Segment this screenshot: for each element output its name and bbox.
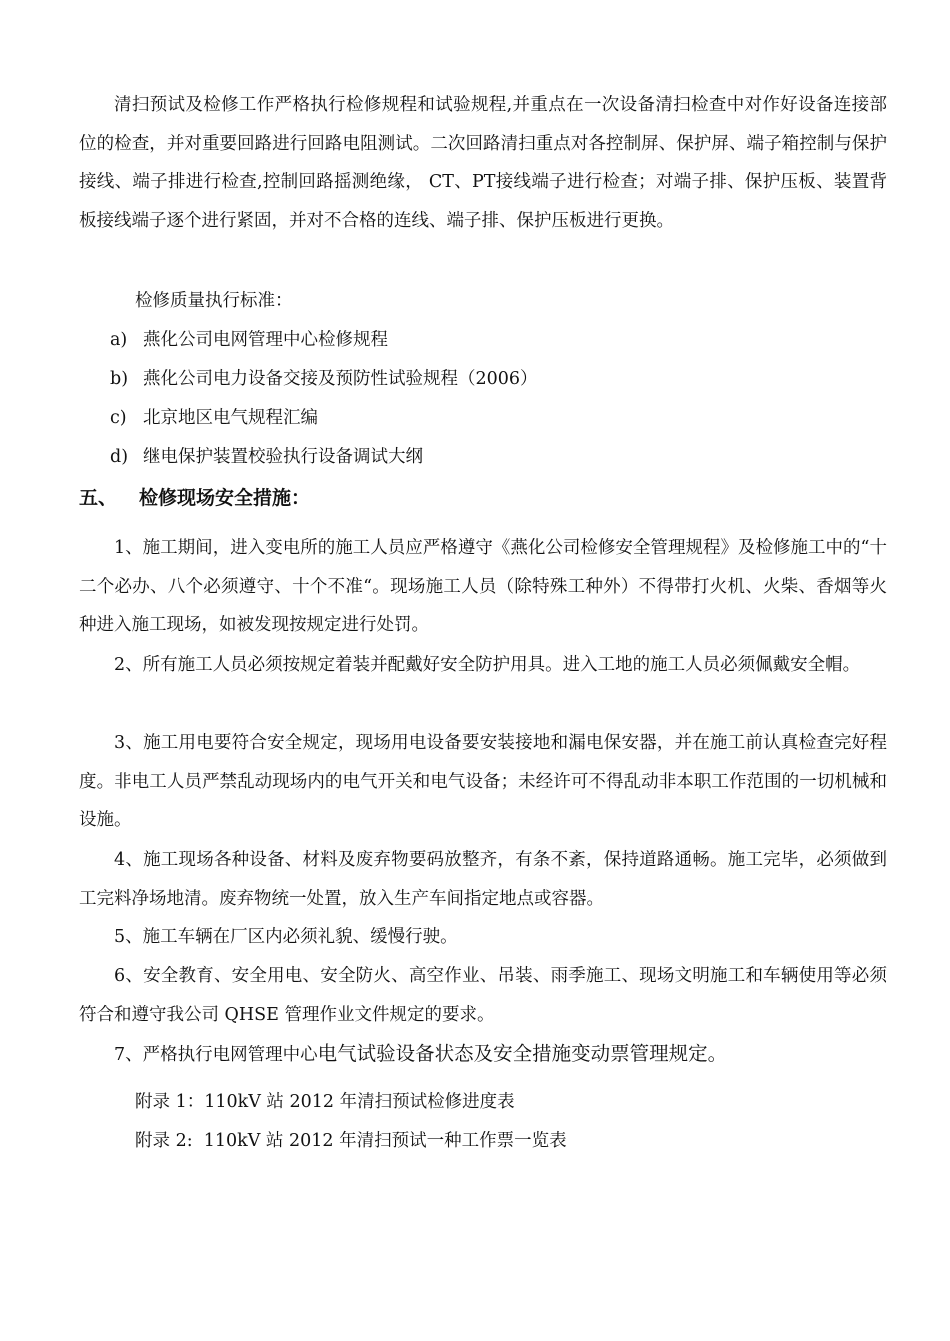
measure-7-prefix: 7、严格执行电网管理中心 [114,1045,318,1065]
list-marker: b) [110,369,129,389]
standard-item-d [110,445,423,469]
measure-6: 6、安全教育、安全用电、安全防火、高空作业、吊装、雨季施工、现场文明施工和车辆使用等必须符合和遵守我公司 QHSE 管理作业文件规定的要求。 [79,966,887,1025]
list-marker: a) [110,330,128,350]
list-item-text: 继电保护装置校验执行设备调试大纲 [143,447,423,467]
appendix-1: 附录 1：110kV 站 2012 年清扫预试检修进度表 [135,1092,515,1112]
standard-item-b [110,367,538,391]
section-title: 检修现场安全措施： [139,487,311,509]
list-item-text: 燕化公司电力设备交接及预防性试验规程（2006） [143,369,538,389]
section-number: 五、 [79,487,118,509]
list-item-text: 北京地区电气规程汇编 [143,408,318,428]
measure-1: 1、施工期间，进入变电所的施工人员应严格遵守《燕化公司检修安全管理规程》及检修施工中的“十二个必办、八个必须遵守、十个不准“。现场施工人员（除特殊工种外）不得带打火机、火柴、香烟等火种进入施工现场，如被发现按规定进行处罚。 [79,538,887,635]
standard-item-c [110,406,318,430]
appendix-2: 附录 2: 110kV 站 2012 年清扫预试一种工作票一览表 [135,1131,567,1151]
section-heading [79,484,310,512]
measure-4: 4、施工现场各种设备、材料及废弃物要码放整齐，有条不紊，保持道路通畅。施工完毕，必须做到工完料净场地清。废弃物统一处置，放入生产车间指定地点或容器。 [79,850,887,909]
standard-item-a [110,328,388,352]
measure-3: 3、施工用电要符合安全规定，现场用电设备要安装接地和漏电保安器，并在施工前认真检查完好程度。非电工人员严禁乱动现场内的电气开关和电气设备；未经许可不得乱动非本职工作范围的一切机械和设施。 [79,733,887,830]
measure-7 [79,1035,887,1075]
measure-5: 5、施工车辆在厂区内必须礼貌、缓慢行驶。 [114,927,458,947]
intro-paragraph: 清扫预试及检修工作严格执行检修规程和试验规程,并重点在一次设备清扫检查中对作好设备连接部位的检查，并对重要回路进行回路电阻测试。二次回路清扫重点对各控制屏、保护屏、端子箱控制与保护接线、端子排进行检查,控制回路摇测绝缘， CT、PT接线端子进行检查；对端子排、保护压板、装置背板接线端子逐个进行紧固，并对不合格的连线、端子排、保护压板进行更换。 [79,95,887,231]
list-marker: d) [110,447,129,467]
standards-label: 检修质量执行标准： [135,291,293,311]
list-item-text: 燕化公司电网管理中心检修规程 [143,330,388,350]
measure-7-suffix: 电气试验设备状态及安全措施变动票管理规定。 [317,1042,728,1065]
measure-2: 2、所有施工人员必须按规定着装并配戴好安全防护用具。进入工地的施工人员必须佩戴安全帽。 [114,655,861,675]
list-marker: c) [110,408,127,428]
